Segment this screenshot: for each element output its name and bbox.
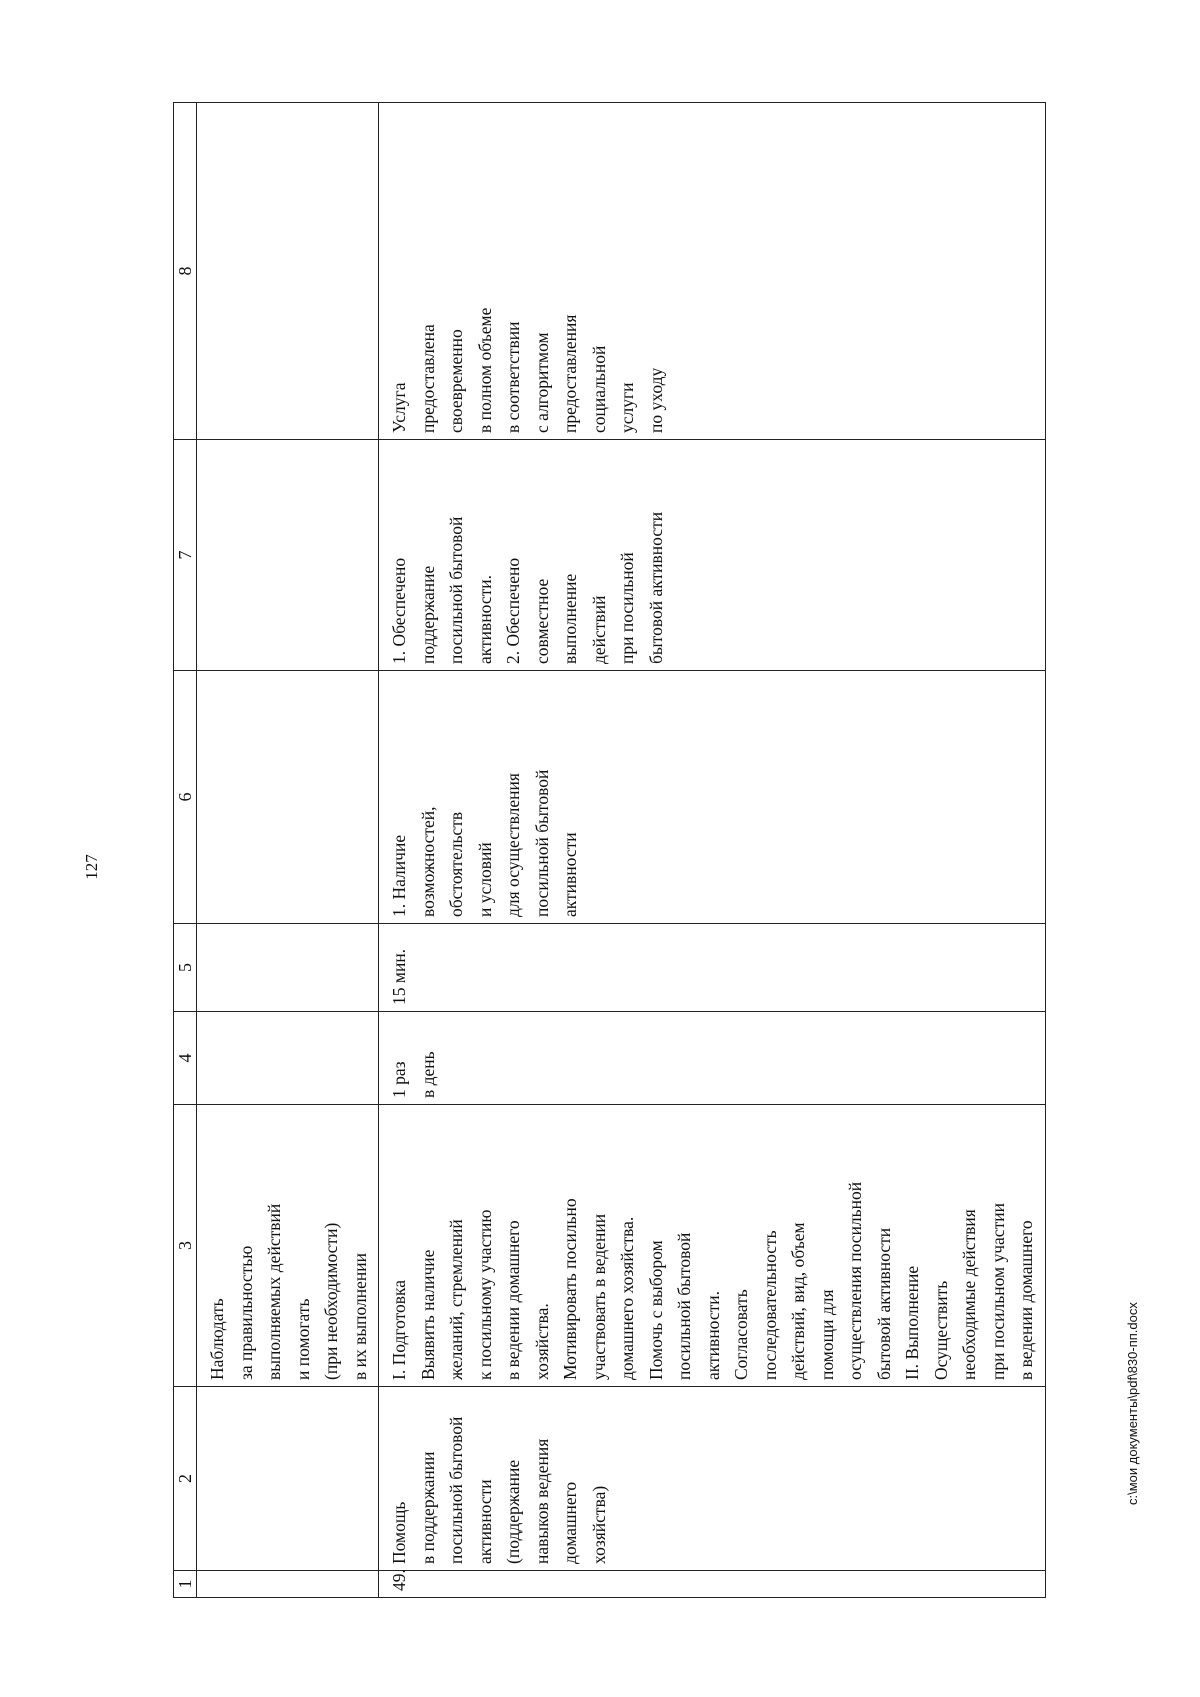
conditions-cell	[197, 671, 379, 924]
actions-cell: Наблюдать за правильностью выполняемых действий и помогать (при необходимости) в их выполнении	[197, 1105, 379, 1387]
row-number-cell: 49.	[379, 1571, 1046, 1598]
header-cell-8: 8	[174, 103, 197, 440]
header-cell-6: 6	[174, 671, 197, 924]
actions-cell: I. Подготовка Выявить наличие желаний, стремлений к посильному участию в ведении домашнего хозяйства. Мотивировать посильно участвовать в ведении домашнего хозяйства. Помочь с выбором посильной бытовой активности. Согласовать последовательность действий, вид, объем помощи для осуществления посильной бытовой активности II. Выполнение Осуществить необходимые действия при посильном участии в ведении домашнего	[379, 1105, 1046, 1387]
table-row	[379, 103, 1046, 1598]
duration-cell: 15 мин.	[379, 924, 1046, 1012]
header-cell-4: 4	[174, 1012, 197, 1105]
duration-cell	[197, 924, 379, 1012]
header-row	[174, 103, 197, 1598]
table-row	[197, 103, 379, 1598]
quality-cell: Услуга предоставлена своевременно в полном объеме в соответствии с алгоритмом предоставления социальной услуги по уходу	[379, 103, 1046, 440]
service-name-cell	[197, 1387, 379, 1571]
page-number: 127	[82, 854, 101, 880]
header-cell-2: 2	[174, 1387, 197, 1571]
rotated-table-container	[173, 103, 1036, 1598]
result-cell	[197, 440, 379, 671]
result-cell: 1. Обеспечено поддержание посильной бытовой активности. 2. Обеспечено совместное выполнение действий при посильной бытовой активности	[379, 440, 1046, 671]
conditions-cell: 1. Наличие возможностей, обстоятельств и условий для осуществления посильной бытовой активности	[379, 671, 1046, 924]
row-number-cell	[197, 1571, 379, 1598]
service-table	[173, 102, 1046, 1598]
service-name-cell: Помощь в поддержании посильной бытовой активности (поддержание навыков ведения домашнего хозяйства)	[379, 1387, 1046, 1571]
header-cell-3: 3	[174, 1105, 197, 1387]
frequency-cell: 1 раз в день	[379, 1012, 1046, 1105]
footer-file-path: c:\мои документы\pdf\830-пп.docx	[1125, 1302, 1140, 1505]
header-cell-7: 7	[174, 440, 197, 671]
header-cell-5: 5	[174, 924, 197, 1012]
header-cell-1: 1	[174, 1571, 197, 1598]
frequency-cell	[197, 1012, 379, 1105]
quality-cell	[197, 103, 379, 440]
